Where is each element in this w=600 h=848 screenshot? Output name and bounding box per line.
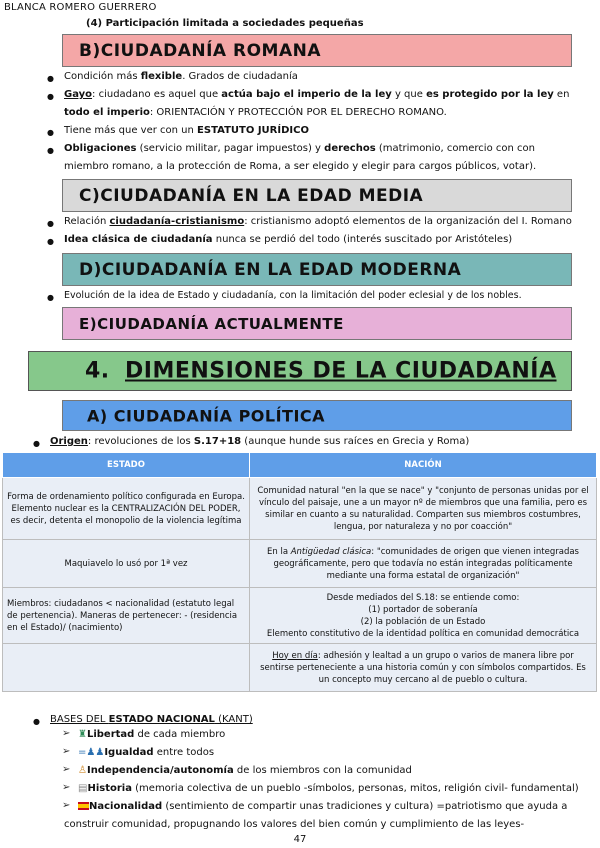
table-row [3, 644, 597, 692]
arrow-bullet-icon: ➢ [62, 764, 71, 775]
roman-bullet-2-line2: todo el imperio: ORIENTACIÓN Y PROTECCIÓN POR EL DERECHO ROMANO. [64, 107, 447, 118]
table-cell: Maquiavelo lo usó por 1ª vez [3, 540, 250, 588]
bases-title: BASES DEL ESTADO NACIONAL (KANT) [50, 714, 253, 725]
table-cell: Miembros: ciudadanos < nacionalidad (estatuto legal de pertenencia). Maneras de pertenecer: - (residencia en el Estado)/ (nacimiento) [3, 588, 250, 644]
table-cell: Forma de ordenamiento político configurada en Europa. Elemento nuclear es la CENTRALIZACIÓN DEL PODER, es decir, detenta el monopolio de la violencia legítima [3, 478, 250, 540]
book-icon: ▤ [78, 783, 88, 794]
bullet-icon: ● [47, 74, 54, 83]
chapter-number: 4. [85, 358, 110, 384]
spain-flag-icon [78, 802, 89, 810]
arrow-bullet-icon: ➢ [62, 800, 71, 811]
table-header-nacion: NACIÓN [250, 453, 597, 478]
table-cell [3, 644, 250, 692]
table-header-row [3, 453, 597, 478]
chapter-title: DIMENSIONES DE LA CIUDADANÍA [125, 358, 557, 384]
author-name: BLANCA ROMERO GUERRERO [4, 2, 157, 13]
politica-bullet: Origen: revoluciones de los S.17+18 (aunque hunde sus raíces en Grecia y Roma) [50, 436, 470, 447]
section-media-title: C)CIUDADANÍA EN LA EDAD MEDIA [79, 185, 424, 206]
table-row [3, 478, 597, 540]
statue-icon: ♜ [78, 729, 87, 740]
roman-bullet-3: Tiene más que ver con un ESTATUTO JURÍDICO [64, 125, 309, 136]
chapter-header [28, 351, 572, 391]
table-cell: Desde mediados del S.18: se entiende como: (1) portador de soberanía (2) la población de un Estado Elemento constitutivo de la identidad política en comunidad democrática [250, 588, 597, 644]
media-bullet-2: Idea clásica de ciudadanía nunca se perdió del todo (interés suscitado por Aristóteles) [64, 234, 513, 245]
table-header-estado: ESTADO [3, 453, 250, 478]
arrow-bullet-icon: ➢ [62, 728, 71, 739]
page-number: 47 [293, 834, 307, 845]
arrow-bullet-icon: ➢ [62, 782, 71, 793]
table-cell: Comunidad natural "en la que se nace" y "conjunto de personas unidas por el vínculo del paisaje, une a un mayor nº de miembros que una familia, pero es similar en cuanto a su naturalidad. Comparten sus miembros costumbres, lengua, por naturaleza y no por coacción" [250, 478, 597, 540]
people-icon: =♟♟ [78, 747, 105, 758]
roman-bullet-1: Condición más flexible. Grados de ciudadanía [64, 71, 298, 82]
bullet-icon: ● [47, 293, 54, 302]
section-actual-title: E)CIUDADANÍA ACTUALMENTE [79, 314, 344, 333]
section-roman-header [62, 34, 572, 67]
estado-nacion-table [2, 452, 597, 692]
section-politica-header [62, 400, 572, 431]
section-moderna-header [62, 253, 572, 286]
bases-item-nacionalidad-line2: construir comunidad, propugnando los valores del bien común y cumplimiento de las leyes- [64, 819, 525, 830]
person-icon: ♙ [78, 765, 87, 776]
section-media-header [62, 179, 572, 212]
bases-item-nacionalidad: Nacionalidad (sentimiento de compartir unas tradiciones y cultura) =patriotismo que ayuda a [78, 798, 567, 816]
section-moderna-title: D)CIUDADANÍA EN LA EDAD MODERNA [79, 259, 462, 280]
bullet-icon: ● [47, 92, 54, 101]
bullet-icon: ● [47, 219, 54, 228]
roman-bullet-4: Obligaciones (servicio militar, pagar impuestos) y derechos (matrimonio, comercio con con [64, 143, 535, 154]
table-row [3, 588, 597, 644]
bases-item-igualdad: =♟♟Igualdad entre todos [78, 747, 215, 758]
bases-item-historia: ▤Historia (memoria colectiva de un pueblo -símbolos, personas, mitos, religión civil- fundamental) [78, 783, 579, 794]
bullet-icon: ● [47, 128, 54, 137]
roman-bullet-4-line2: miembro romano, a la protección de Roma, a ser elegido y elegir para cargos públicos, votar). [64, 161, 537, 172]
bullet-icon: ● [47, 237, 54, 246]
bullet-icon: ● [47, 146, 54, 155]
moderna-bullet: Evolución de la idea de Estado y ciudadanía, con la limitación del poder eclesial y de los nobles. [64, 290, 522, 301]
table-cell: En la Antigüedad clásica: "comunidades de origen que vienen integradas geográficamente, pero que todavía no están integradas políticamente mediante una forma estatal de organización" [250, 540, 597, 588]
bases-item-libertad: ♜Libertad de cada miembro [78, 729, 226, 740]
bullet-icon: ● [33, 717, 40, 726]
intro-item: (4) Participación limitada a sociedades pequeñas [86, 18, 364, 29]
section-politica-title: A) CIUDADANÍA POLÍTICA [87, 406, 326, 425]
bullet-icon: ● [33, 439, 40, 448]
table-row [3, 540, 597, 588]
media-bullet-1: Relación ciudadanía-cristianismo: cristianismo adoptó elementos de la organización del I. Romano [64, 216, 572, 227]
bases-item-independencia: ♙Independencia/autonomía de los miembros con la comunidad [78, 765, 412, 776]
table-cell: Hoy en día: adhesión y lealtad a un grupo o varios de manera libre por sentirse perteneciente a una historia común y con símbolos compartidos. Es un concepto muy cercano al de pueblo o cultura. [250, 644, 597, 692]
roman-bullet-2: Gayo: ciudadano es aquel que actúa bajo el imperio de la ley y que es protegido por la ley en [64, 89, 570, 100]
section-roman-title: B)CIUDADANÍA ROMANA [79, 40, 321, 61]
section-actual-header [62, 307, 572, 340]
arrow-bullet-icon: ➢ [62, 746, 71, 757]
